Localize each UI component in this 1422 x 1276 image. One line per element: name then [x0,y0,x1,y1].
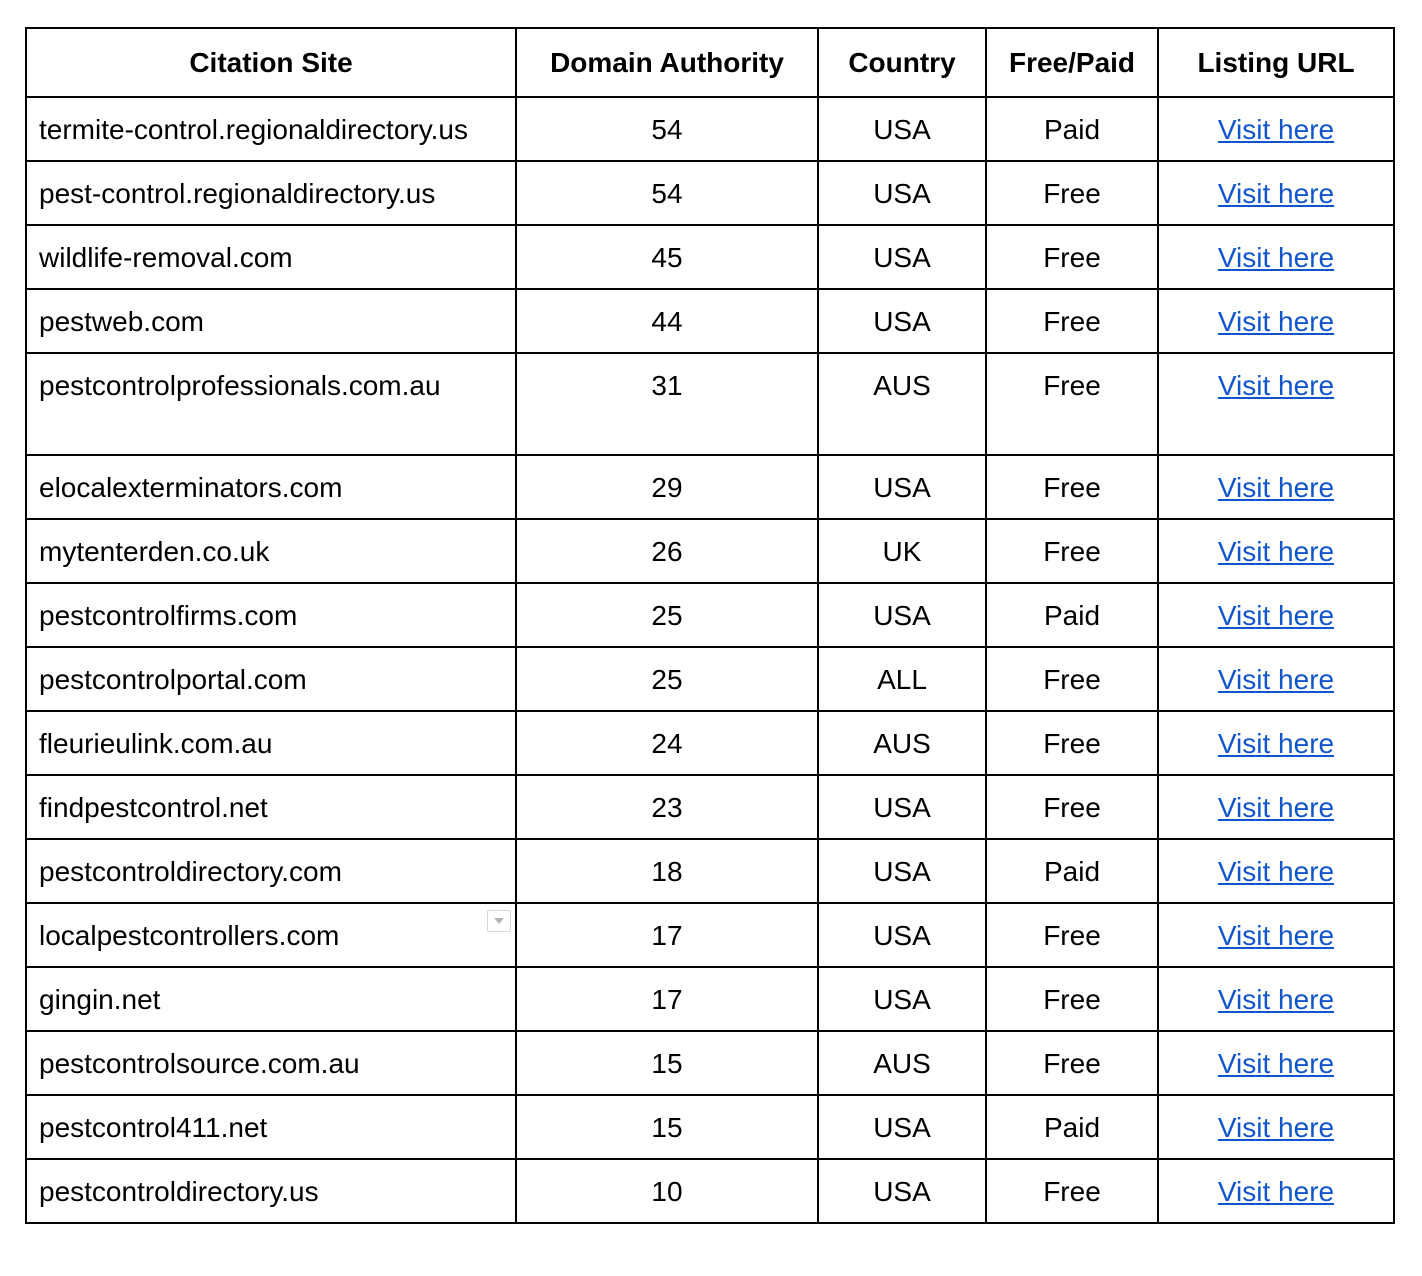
free-paid-cell [986,967,1158,1031]
country-cell [818,647,986,711]
domain-authority-cell [516,1095,818,1159]
listing-url-cell [1158,353,1394,455]
table-row [26,775,1394,839]
citation-site-text: pestweb.com [39,306,204,337]
domain-authority-text: 17 [651,984,683,1015]
citation-site-cell [26,455,516,519]
free-paid-cell [986,1095,1158,1159]
domain-authority-text: 54 [651,114,683,145]
chevron-down-icon[interactable] [487,910,511,932]
visit-here-link[interactable]: Visit here [1217,178,1335,209]
country-text: USA [873,472,931,503]
table-header [26,28,1394,97]
citation-site-cell [26,583,516,647]
country-text: USA [873,856,931,887]
listing-url-cell [1158,711,1394,775]
domain-authority-text: 31 [651,370,683,401]
visit-here-link[interactable]: Visit here [1217,370,1335,401]
free-paid-cell [986,903,1158,967]
country-cell [818,839,986,903]
domain-authority-cell [516,647,818,711]
citation-site-text: fleurieulink.com.au [39,728,273,759]
country-cell [818,353,986,455]
country-text: ALL [877,664,927,695]
listing-url-cell [1158,455,1394,519]
citation-site-cell [26,711,516,775]
country-cell [818,1159,986,1223]
table-row [26,839,1394,903]
header-row [26,28,1394,97]
listing-url-cell [1158,775,1394,839]
header-listing-url: Listing URL [1158,28,1394,97]
country-text: USA [873,114,931,145]
country-text: USA [873,920,931,951]
free-paid-cell [986,225,1158,289]
header-free-paid: Free/Paid [986,28,1158,97]
country-text: USA [873,984,931,1015]
free-paid-cell [986,1031,1158,1095]
citation-site-text: termite-control.regionaldirectory.us [39,114,468,145]
domain-authority-cell [516,289,818,353]
table-row [26,519,1394,583]
country-cell [818,1095,986,1159]
domain-authority-cell [516,775,818,839]
domain-authority-text: 26 [651,536,683,567]
country-cell [818,97,986,161]
free-paid-text: Free [1043,306,1101,337]
free-paid-text: Paid [1043,600,1101,631]
domain-authority-cell [516,711,818,775]
free-paid-cell [986,289,1158,353]
citation-site-cell [26,775,516,839]
citation-site-cell [26,839,516,903]
domain-authority-cell [516,839,818,903]
citation-site-text: pestcontrolfirms.com [39,600,298,631]
table-row [26,353,1394,455]
free-paid-text: Paid [1043,114,1101,145]
free-paid-cell [986,839,1158,903]
visit-here-link[interactable]: Visit here [1217,984,1335,1015]
country-cell [818,161,986,225]
citation-site-text: findpestcontrol.net [39,792,268,823]
table-row [26,97,1394,161]
free-paid-text: Free [1043,792,1101,823]
free-paid-text: Paid [1043,1112,1101,1143]
listing-url-cell [1158,967,1394,1031]
table-row [26,647,1394,711]
listing-url-cell [1158,519,1394,583]
country-text: USA [873,306,931,337]
domain-authority-text: 29 [651,472,683,503]
table-row [26,225,1394,289]
visit-here-link[interactable]: Visit here [1217,114,1335,145]
country-cell [818,775,986,839]
table-row [26,1031,1394,1095]
country-cell [818,289,986,353]
visit-here-link[interactable]: Visit here [1217,1112,1335,1143]
citation-site-cell [26,1159,516,1223]
visit-here-link[interactable]: Visit here [1217,242,1335,273]
domain-authority-text: 15 [651,1112,683,1143]
domain-authority-text: 23 [651,792,683,823]
country-cell [818,1031,986,1095]
listing-url-cell [1158,97,1394,161]
free-paid-cell [986,161,1158,225]
citation-site-text: pest-control.regionaldirectory.us [39,178,436,209]
country-cell [818,583,986,647]
domain-authority-cell [516,225,818,289]
table-row [26,1095,1394,1159]
domain-authority-cell [516,97,818,161]
table-row [26,583,1394,647]
domain-authority-text: 10 [651,1176,683,1207]
header-citation-site: Citation Site [26,28,516,97]
domain-authority-cell [516,161,818,225]
domain-authority-text: 44 [651,306,683,337]
free-paid-text: Free [1043,984,1101,1015]
free-paid-text: Free [1043,536,1101,567]
domain-authority-cell [516,1031,818,1095]
citation-site-text: localpestcontrollers.com [39,920,340,951]
visit-here-link[interactable]: Visit here [1217,600,1335,631]
free-paid-cell [986,647,1158,711]
citation-site-cell [26,903,516,967]
country-cell [818,967,986,1031]
free-paid-text: Free [1043,178,1101,209]
citation-site-cell [26,647,516,711]
free-paid-cell [986,353,1158,455]
citation-site-text: pestcontrol411.net [39,1112,268,1143]
free-paid-text: Free [1043,370,1101,401]
citation-site-cell [26,1095,516,1159]
domain-authority-text: 18 [651,856,683,887]
citation-site-cell [26,225,516,289]
domain-authority-text: 17 [651,920,683,951]
country-text: USA [873,1176,931,1207]
country-text: USA [873,792,931,823]
visit-here-link[interactable]: Visit here [1217,920,1335,951]
country-cell [818,455,986,519]
country-text: AUS [873,728,931,759]
domain-authority-cell [516,1159,818,1223]
citation-site-text: elocalexterminators.com [39,472,343,503]
table-row [26,1159,1394,1223]
free-paid-cell [986,711,1158,775]
visit-here-link[interactable]: Visit here [1217,306,1335,337]
domain-authority-text: 25 [651,600,683,631]
free-paid-text: Free [1043,472,1101,503]
table-row [26,711,1394,775]
free-paid-cell [986,775,1158,839]
table-row [26,455,1394,519]
header-domain-authority: Domain Authority [516,28,818,97]
domain-authority-text: 25 [651,664,683,695]
domain-authority-text: 24 [651,728,683,759]
free-paid-text: Free [1043,242,1101,273]
visit-here-link[interactable]: Visit here [1217,536,1335,567]
free-paid-text: Free [1043,920,1101,951]
visit-here-link[interactable]: Visit here [1217,664,1335,695]
country-text: USA [873,600,931,631]
visit-here-link[interactable]: Visit here [1217,1048,1335,1079]
country-text: USA [873,1112,931,1143]
domain-authority-text: 54 [651,178,683,209]
table-row [26,161,1394,225]
country-cell [818,903,986,967]
free-paid-text: Free [1043,664,1101,695]
listing-url-cell [1158,161,1394,225]
citation-site-text: pestcontroldirectory.us [39,1176,319,1207]
visit-here-link[interactable]: Visit here [1217,792,1335,823]
domain-authority-text: 45 [651,242,683,273]
citation-site-text: gingin.net [39,984,161,1015]
citation-site-cell [26,97,516,161]
visit-here-link[interactable]: Visit here [1217,472,1335,503]
free-paid-cell [986,455,1158,519]
listing-url-cell [1158,839,1394,903]
citation-site-cell [26,289,516,353]
citation-site-text: pestcontrolsource.com.au [39,1048,360,1079]
free-paid-cell [986,1159,1158,1223]
free-paid-text: Free [1043,1048,1101,1079]
visit-here-link[interactable]: Visit here [1217,728,1335,759]
listing-url-cell [1158,289,1394,353]
citation-site-cell [26,967,516,1031]
free-paid-text: Paid [1043,856,1101,887]
domain-authority-cell [516,967,818,1031]
header-country: Country [818,28,986,97]
visit-here-link[interactable]: Visit here [1217,1176,1335,1207]
listing-url-cell [1158,903,1394,967]
domain-authority-text: 15 [651,1048,683,1079]
citation-site-cell [26,1031,516,1095]
citation-site-text: pestcontrolprofessionals.com.au [39,370,441,401]
country-text: AUS [873,370,931,401]
citation-site-text: wildlife-removal.com [39,242,293,273]
country-text: USA [873,178,931,209]
listing-url-cell [1158,647,1394,711]
domain-authority-cell [516,519,818,583]
citation-site-cell [26,161,516,225]
country-text: AUS [873,1048,931,1079]
country-text: UK [882,536,922,567]
domain-authority-cell [516,353,818,455]
country-cell [818,711,986,775]
citation-site-text: pestcontrolportal.com [39,664,307,695]
free-paid-text: Free [1043,1176,1101,1207]
listing-url-cell [1158,1159,1394,1223]
citation-site-cell [26,353,516,455]
table-row [26,289,1394,353]
free-paid-cell [986,97,1158,161]
table-body [26,97,1394,1223]
free-paid-cell [986,519,1158,583]
citation-site-cell [26,519,516,583]
citation-site-text: mytenterden.co.uk [39,536,270,567]
free-paid-text: Free [1043,728,1101,759]
domain-authority-cell [516,583,818,647]
country-text: USA [873,242,931,273]
domain-authority-cell [516,903,818,967]
listing-url-cell [1158,583,1394,647]
listing-url-cell [1158,1095,1394,1159]
domain-authority-cell [516,455,818,519]
citation-sites-table [25,27,1395,1224]
listing-url-cell [1158,225,1394,289]
free-paid-cell [986,583,1158,647]
country-cell [818,519,986,583]
listing-url-cell [1158,1031,1394,1095]
table-row [26,967,1394,1031]
citation-site-text: pestcontroldirectory.com [39,856,342,887]
country-cell [818,225,986,289]
table-row [26,903,1394,967]
visit-here-link[interactable]: Visit here [1217,856,1335,887]
